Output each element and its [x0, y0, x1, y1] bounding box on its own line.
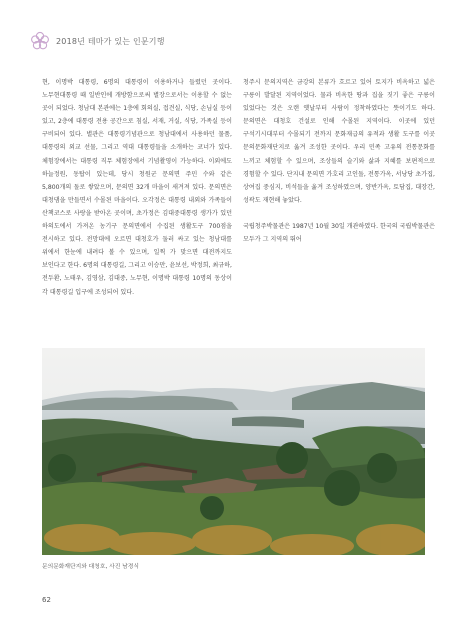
photo-caption: 문의문화재단지와 대청호, 사진 남경식: [42, 564, 139, 570]
flower-logo-icon: [30, 31, 50, 51]
header-title: 2018년 테마가 있는 인문기행: [56, 36, 165, 46]
right-paragraph-1: 청주시 문의지역은 금강의 본류가 흐르고 있어 토지가 비옥하고 넓은 구릉이 발달된 지역이었다. 물과 비옥한 땅과 집을 짓기 좋은 구릉이 있었다는 것은 오랜 옛날부터 사람이 정착하였다는 뜻이기도 하다. 문의면은 대청호 건설로 인해 수몰된 지역이다. 이곳에 있던 구석기시대부터 수몰되기 전까지 문화재급의 유적과 생활 도구를 이곳 문의문화재단지로 옮겨 조성한 곳이다. 우리 민족 고유의 전통문화를 느끼고 체험할 수 있으며, 조상들의 슬기와 삶과 지혜를 보편적으로 경험할 수 있다. 단지내 문의면 가호리 고인돌, 전통가옥, 서낭당 초가집, 상여집 중심지, 비석들을 옮겨 조성하였으며, 양반가옥, 토담집, 대장간, 성곽도 재현해 놓았다.: [243, 79, 435, 204]
landscape-photo: [42, 348, 425, 555]
left-column: [42, 76, 232, 299]
right-paragraph-2: 국립청주박물관은 1987년 10월 30일 개관하였다. 한국의 국립박물관은 모두가 그 지역의 뛰어: [243, 222, 435, 244]
left-paragraph: 현, 이명박 대통령, 6명의 대통령이 이용하거나 들렸던 곳이다. 노무현대통령 때 일반인에 개방함으로써 별장으로서는 이용할 수 없는 곳이 되었다. 청남대 본관에는 1층에 회의실, 접견실, 식당, 손님실 등이 있고, 2층에 대통령 전용 공간으로 침실, 서재, 거실, 식당, 가족실 등이 구비되어 있다. 별관은 대통령기념관으로 청남대에서 사용하던 물품, 대통령의 외교 선물, 그리고 역대 대통령들을 소개하는 코너가 있다. 체험장에서는 대통령 직무 체험장에서 기념촬영이 가능하다. 이외에도 하늘정원, 동탑이 있는데, 당시 청원군 문의면 주민 수와 같은 5,800개의 돌로 쌓았으며, 문의면 32개 마을이 새겨져 있다. 문의면은 대청댐을 만들면서 수몰된 마을이다. 오각정은 대통령 내외와 가족들이 산책코스로 사랑을 받아온 곳이며, 초가정은 김대중대통령 생가가 있던 하의도에서 가져온 농기구 문의면에서 수집된 생활도구 700점을 전시하고 있다. 전망대에 오르면 대청호가 둘러 싸고 있는 청남대를 위에서 한눈에 내려다 볼 수 있으며, 일찍 가 맞으면 대전까지도 보인다고 한다. 6명의 대통령길, 그리고 이승만, 윤보선, 박정희, 최규하, 전두환, 노태우, 김영삼, 김대중, 노무현, 이명박 대통령 10명의 동상이 각 대통령길 입구에 조성되어 있다.: [42, 79, 232, 296]
page-number: 62: [42, 596, 51, 604]
page-header: [30, 30, 165, 52]
right-column: [243, 76, 435, 246]
